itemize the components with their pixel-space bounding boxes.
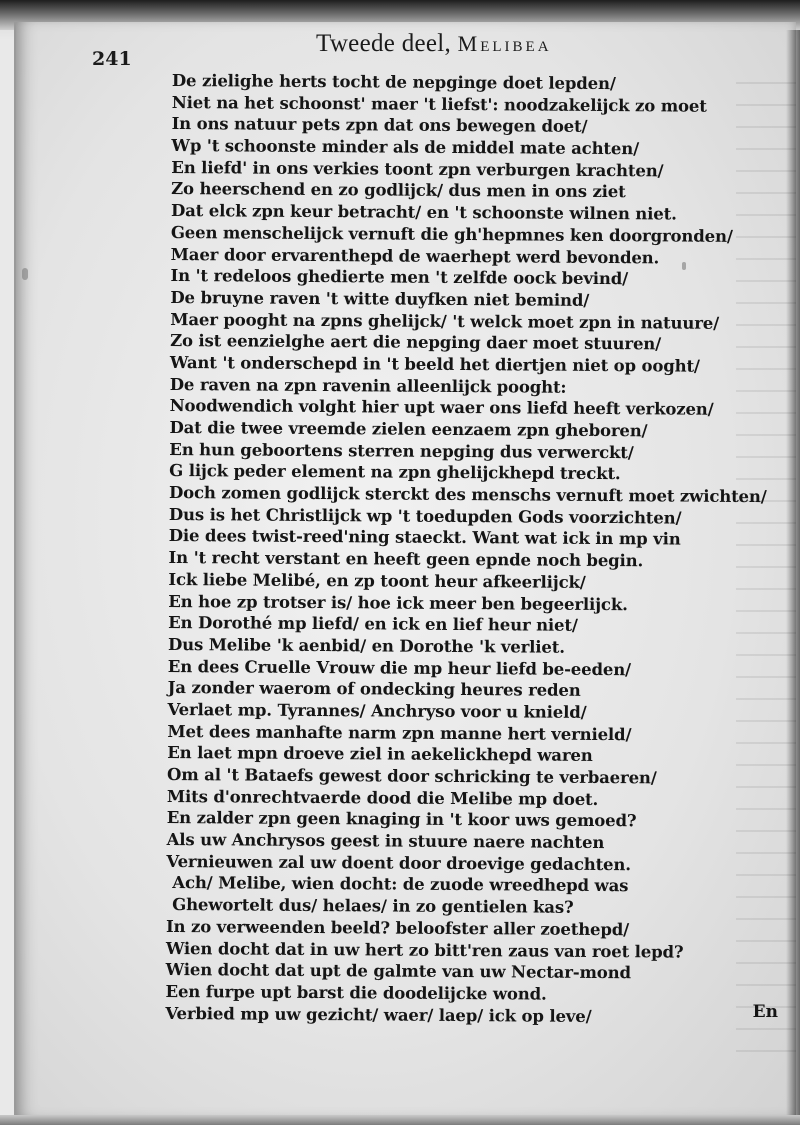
verse-line: Zo heerschend en zo godlijck/ dus men in ons ziet: [171, 179, 626, 202]
verse-line: Ja zonder waerom of ondecking heures reden: [167, 678, 581, 701]
verse-line: G lijck peder element na zpn ghelijckhepd treckt.: [169, 461, 621, 484]
verse-line: Zo ist eenzielghe aert die nepging daer moet stuuren/: [170, 331, 662, 354]
running-title: [316, 30, 552, 58]
verse-line: Niet na het schoonst' maer 't liefst': noodzakelijck zo moet: [171, 92, 707, 116]
verse-line: Een furpe upt barst die doodelijcke wond.: [165, 981, 547, 1004]
verse-line: Wp 't schoonste minder als de middel mate achten/: [171, 136, 640, 159]
verse-line: Dus Melibe 'k aenbid/ en Dorothe 'k verliet.: [167, 634, 565, 657]
verse-line: Dus is het Christlijck wp 't toedupden Gods voorzichten/: [168, 504, 682, 528]
verse-line: En liefd' in ons verkies toont zpn verburgen krachten/: [171, 157, 664, 181]
verse-line: In 't recht verstant en heeft geen epnde noch begin.: [168, 548, 644, 571]
verse-text: [165, 70, 782, 1028]
verse-line: Want 't onderschepd in 't beeld het diertjen niet op ooght/: [169, 352, 700, 376]
ink-speck: [22, 268, 28, 280]
verse-line: Om al 't Bataefs gewest door schricking te verbaeren/: [167, 764, 657, 788]
verse-line: En Dorothé mp liefd/ en ick en lief heur niet/: [168, 613, 578, 636]
verse-line: In 't redeloos ghedierte men 't zelfde oock bevind/: [170, 266, 629, 289]
verse-line: Maer door ervarenthepd de waerhept werd bevonden.: [170, 244, 660, 267]
verse-line: Mits d'onrechtvaerde dood die Melibe mp doet.: [166, 786, 599, 809]
verse-line: En hoe zp trotser is/ hoe ick meer ben begeerlijck.: [168, 591, 628, 614]
verse-line: De bruyne raven 't witte duyfken niet bemind/: [170, 287, 590, 310]
page-header: [92, 28, 752, 70]
verse-line: Ach/ Melibe, wien docht: de zuode wreedhepd was: [172, 873, 629, 896]
verse-line: En zalder zpn geen knaging in 't koor uws gemoed?: [166, 808, 637, 831]
verse-line: Als uw Anchrysos geest in stuure naere nachten: [166, 830, 605, 853]
verse-line: In ons natuur pets zpn dat ons bewegen doet/: [171, 114, 588, 137]
verse-line: Verbied mp uw gezicht/ waer/ laep/ ick op leve/: [165, 1003, 592, 1026]
gutter-shadow: [786, 30, 800, 1125]
running-title-text: Tweede deel,: [316, 30, 452, 57]
verse-line: Met dees manhafte narm zpn manne hert vernield/: [167, 721, 632, 744]
verse-line: Wien docht dat upt de galmte van uw Nectar-mond: [165, 960, 631, 983]
page-number: 241: [92, 48, 132, 70]
verse-line: Maer pooght na zpns ghelijck/ 't welck moet zpn in natuure/: [170, 309, 720, 333]
verse-line: In zo verweenden beeld? beloofster aller zoethepd/: [165, 916, 630, 940]
verse-line: En dees Cruelle Vrouw die mp heur liefd be-eeden/: [167, 656, 632, 679]
verse-line: Ghewortelt dus/ helaes/ in zo gentielen kas?: [172, 895, 574, 917]
verse-line: En laet mpn droeve ziel in aekelickhepd waren: [167, 743, 593, 766]
verse-line: En hun geboortens sterren nepging dus verwerckt/: [169, 439, 634, 462]
verse-line: Ick liebe Melibé, en zp toont heur afkeerlijck/: [168, 569, 586, 592]
book-bottom-edge: [0, 1115, 800, 1125]
verse-line: Geen menschelijck vernuft die gh'hepmnes ken doorgronden/: [170, 222, 733, 246]
running-title-name: Melibea: [457, 31, 552, 56]
verse-line: Dat elck zpn keur betracht/ en 't schoonste wilnen niet.: [170, 201, 677, 224]
verse-line: Noodwendich volght hier upt waer ons liefd heeft verkozen/: [169, 396, 714, 420]
verse-line: Vernieuwen zal uw doent door droevige gedachten.: [166, 851, 631, 874]
catchword: En: [752, 1002, 778, 1022]
verse-line: Doch zomen godlijck sterckt des menschs vernuft moet zwichten/: [168, 483, 767, 507]
verse-line: De zielighe herts tocht de nepginge doet lepden/: [171, 70, 616, 94]
ink-speck: [682, 262, 686, 270]
verse-line: Verlaet mp. Tyrannes/ Anchryso voor u knield/: [167, 699, 587, 722]
verse-line: Die dees twist-reed'ning staeckt. Want wat ick in mp vin: [168, 526, 681, 549]
verse-line: De raven na zpn ravenin alleenlijck pooght:: [169, 374, 567, 397]
verse-line: Wien docht dat in uw hert zo bitt'ren zaus van roet lepd?: [165, 938, 684, 962]
verse-line: Dat die twee vreemde zielen eenzaem zpn gheboren/: [169, 417, 648, 441]
